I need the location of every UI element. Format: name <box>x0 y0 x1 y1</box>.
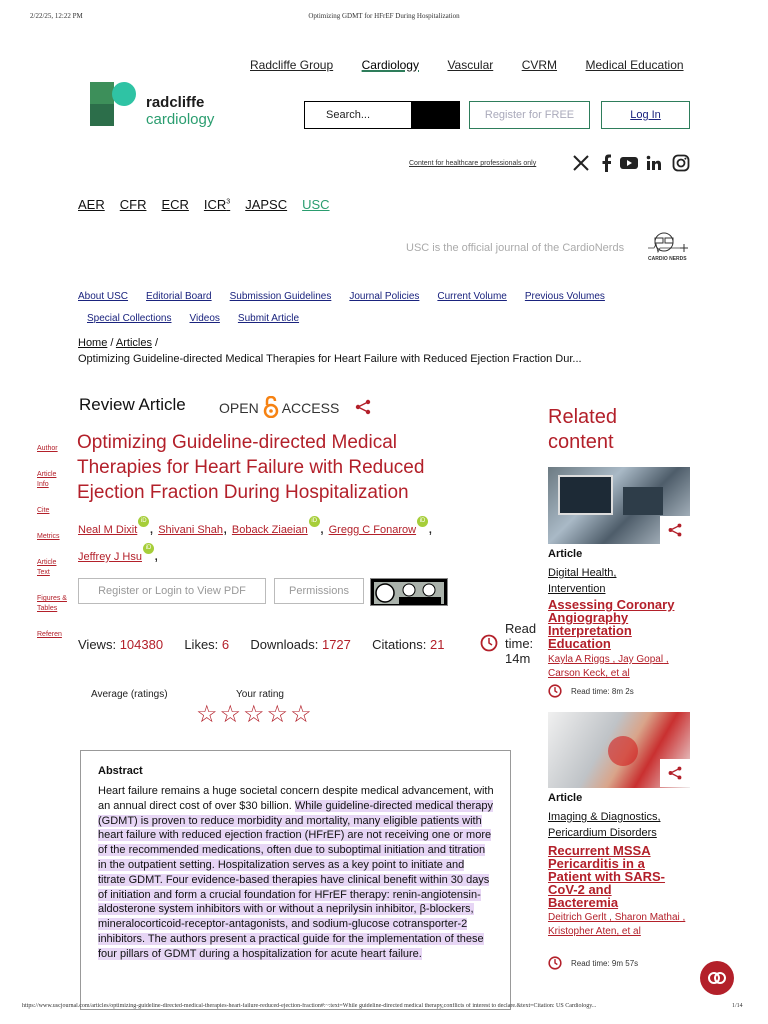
share-icon[interactable] <box>354 399 372 415</box>
subnav-submission-guidelines[interactable]: Submission Guidelines <box>229 291 332 302</box>
breadcrumb-articles[interactable]: Articles <box>115 337 152 349</box>
youtube-icon[interactable] <box>620 156 638 170</box>
nav-vascular[interactable]: Vascular <box>447 58 494 72</box>
author-link[interactable]: Boback Ziaeian <box>231 524 308 536</box>
your-rating-label: Your rating <box>236 689 284 700</box>
related-item-1-read-time: Read time: 8m 2s <box>571 687 634 696</box>
citations-count: 21 <box>429 637 445 652</box>
subnav-editorial-board[interactable]: Editorial Board <box>146 291 212 302</box>
tab-usc[interactable]: USC <box>302 197 330 212</box>
x-icon[interactable] <box>572 154 590 172</box>
cardionerds-notice: USC is the official journal of the CardioNerds <box>406 242 625 254</box>
rating-star-2[interactable]: ☆ <box>219 701 242 728</box>
monitor-shape <box>558 475 613 515</box>
author-link[interactable]: Gregg C Fonarow <box>328 524 417 536</box>
downloads-label: Downloads: <box>250 637 319 652</box>
read-time-line-2: time: <box>505 636 534 651</box>
monitor-shape <box>623 487 663 515</box>
rating-stars <box>196 700 314 729</box>
facebook-icon[interactable] <box>600 154 612 172</box>
abstract-heading: Abstract <box>98 765 143 777</box>
search-input[interactable]: Search... <box>304 101 412 129</box>
tab-icr[interactable] <box>204 197 230 212</box>
related-heading-line-2: content <box>548 431 614 453</box>
search-button[interactable] <box>412 101 460 129</box>
subnav-videos[interactable]: Videos <box>189 313 220 324</box>
sidenav-figures-tables[interactable]: Figures & Tables <box>37 595 67 612</box>
sidenav-metrics[interactable]: Metrics <box>37 533 60 540</box>
likes-count: 6 <box>221 637 230 652</box>
average-rating-label: Average (ratings) <box>91 689 168 700</box>
hcp-notice: Content for healthcare professionals only <box>409 160 537 167</box>
subnav-current-volume[interactable]: Current Volume <box>437 291 507 302</box>
tab-icr-sup: 3 <box>226 198 231 206</box>
related-heading-line-1: Related <box>548 406 617 428</box>
orcid-icon[interactable]: iD <box>309 516 320 527</box>
tab-aer[interactable]: AER <box>78 197 105 212</box>
read-time-value: 14m <box>505 651 531 666</box>
abstract-text <box>98 784 494 962</box>
related-item-2-image[interactable] <box>548 712 690 788</box>
cc-badge-text <box>371 579 375 580</box>
related-item-2-authors: Deitrich Gerlt , Sharon Mathai , Kristopher Aten, et al <box>548 912 686 937</box>
orcid-icon[interactable]: iD <box>143 543 154 554</box>
read-time <box>505 621 536 666</box>
print-footer-url: https://www.uscjournal.com/articles/optimizing-guideline-directed-medical-therapies-heart-failure-reduced-ejection-fraction#:~:text=While guideline-directed medical therapy,conflicts of interest to declare.&text=Citation: US Cardiology... <box>22 1003 597 1009</box>
views-count: 104380 <box>119 637 164 652</box>
article-title: Optimizing Guideline-directed Medical Therapies for Heart Failure with Reduced Ejection Fraction During Hospitalization <box>77 432 425 503</box>
print-page-number: 1/14 <box>732 1003 743 1009</box>
sidenav-cite[interactable]: Cite <box>37 507 50 514</box>
logo-mark-bottom <box>90 104 114 126</box>
tab-ecr[interactable]: ECR <box>161 197 189 212</box>
article-stats <box>78 637 444 652</box>
permissions-button[interactable]: Permissions <box>274 578 364 604</box>
sidenav-article-text[interactable]: Article Text <box>37 559 57 576</box>
subnav-about-usc[interactable]: About USC <box>78 291 129 302</box>
breadcrumb-current: Optimizing Guideline-directed Medical Therapies for Heart Failure with Reduced Ejection Fraction Dur... <box>78 353 582 365</box>
abstract-plain-text: Heart failure remains a huge societal concern despite medical advancement, with an annual direct cost of over $30 billion. <box>98 785 494 812</box>
tab-icr-label: ICR <box>203 197 227 212</box>
print-datetime: 2/22/25, 12:22 PM <box>30 12 83 20</box>
views-label: Views: <box>78 637 117 652</box>
read-time-line-1: Read <box>505 621 537 636</box>
register-button[interactable]: Register for FREE <box>469 101 590 129</box>
related-item-2-share[interactable] <box>660 759 690 787</box>
social-icons <box>572 152 692 174</box>
top-nav <box>250 56 684 74</box>
nav-medical-education[interactable]: Medical Education <box>585 58 684 72</box>
author-list: Neal M DixitiD , Shivani Shah, Boback ZiaeianiD , Gregg C FonarowiD , Jeffrey J HsuiD , <box>78 518 433 564</box>
journal-tabs <box>78 196 345 214</box>
cc-by-nc-icon <box>374 582 444 604</box>
orcid-icon[interactable]: iD <box>417 516 428 527</box>
related-item-1-tags <box>548 565 698 597</box>
privacy-icon <box>708 971 726 985</box>
rating-star-5[interactable]: ☆ <box>290 701 312 728</box>
rating-star-4[interactable]: ☆ <box>266 701 289 728</box>
tab-cfr[interactable]: CFR <box>119 197 147 212</box>
related-tag[interactable]: Imaging & Diagnostics, <box>548 811 661 823</box>
sidenav-author[interactable]: Author <box>37 445 58 452</box>
related-content <box>548 405 698 455</box>
related-author-link[interactable]: Kayla A Riggs <box>548 654 610 665</box>
logo-text-radcliffe: radcliffe <box>146 94 205 111</box>
subnav-previous-volumes[interactable]: Previous Volumes <box>524 291 605 302</box>
logo-mark-circle <box>112 82 136 106</box>
related-author-link[interactable]: Sharon Mathai <box>614 912 680 923</box>
related-tag[interactable]: Intervention <box>548 583 606 595</box>
breadcrumb-sep: / <box>155 337 159 349</box>
orcid-icon[interactable]: iD <box>138 516 149 527</box>
rating-star-1[interactable]: ☆ <box>196 701 218 728</box>
heart-glow-shape <box>608 736 638 766</box>
related-item-2-title[interactable]: Recurrent MSSA Pericarditis in a Patient with SARS-CoV-2 and Bacteremia <box>548 843 666 910</box>
author-link[interactable]: Shivani Shah <box>158 524 224 536</box>
citations-label: Citations: <box>372 637 427 652</box>
open-access-badge <box>219 396 339 418</box>
likes-label: Likes: <box>184 637 219 652</box>
instagram-icon[interactable] <box>672 154 690 172</box>
nav-radcliffe-group[interactable]: Radcliffe Group <box>250 58 334 72</box>
related-author-link[interactable]: Carson Keck <box>548 668 606 679</box>
sub-nav-row-1 <box>78 286 623 304</box>
related-item-2-read-time: Read time: 9m 57s <box>571 959 639 968</box>
nav-cardiology[interactable]: Cardiology <box>361 58 419 72</box>
related-author-link[interactable]: Kristopher Aten <box>548 926 617 937</box>
tab-japsc[interactable]: JAPSC <box>245 197 288 212</box>
related-author-link[interactable]: Deitrich Gerlt <box>548 912 607 923</box>
open-access-label-1: OPEN <box>219 400 259 416</box>
subnav-special-collections[interactable]: Special Collections <box>87 313 172 324</box>
related-etal: , et al <box>616 926 641 937</box>
open-access-lock-icon <box>263 396 279 418</box>
sub-nav-row-2 <box>87 308 317 326</box>
subnav-journal-policies[interactable]: Journal Policies <box>349 291 420 302</box>
sidenav-references[interactable]: Referen <box>37 631 62 638</box>
related-author-link[interactable]: Jay Gopal <box>618 654 664 665</box>
breadcrumb-sep: / <box>110 337 114 349</box>
related-etal: , et al <box>605 668 630 679</box>
related-item-1-label: Article <box>548 548 583 560</box>
cardionerds-mascot-icon <box>644 228 690 268</box>
clock-icon <box>548 956 562 970</box>
register-view-pdf-button[interactable]: Register or Login to View PDF <box>78 578 266 604</box>
subnav-submit-article[interactable]: Submit Article <box>237 313 300 324</box>
cardionerds-logo-text: CARDIO NERDS <box>648 256 687 262</box>
related-item-1-authors: Kayla A Riggs , Jay Gopal , Carson Keck, et al <box>548 654 669 679</box>
related-item-1-share[interactable] <box>660 516 690 544</box>
nav-cvrm[interactable]: CVRM <box>521 58 558 72</box>
login-button[interactable]: Log In <box>601 101 690 129</box>
related-heading <box>548 405 698 455</box>
share-icon <box>667 765 683 781</box>
side-nav <box>37 444 67 640</box>
abstract-box <box>80 750 511 1010</box>
logo-mark-top <box>90 82 114 104</box>
related-item-1-image[interactable] <box>548 467 690 544</box>
article-type: Review Article <box>79 395 186 414</box>
breadcrumb-home[interactable]: Home <box>78 337 108 349</box>
breadcrumb <box>78 337 158 349</box>
related-item-2-label: Article <box>548 792 583 804</box>
downloads-count: 1727 <box>321 637 351 652</box>
rating-star-3[interactable]: ☆ <box>243 701 265 728</box>
related-item-2-tags <box>548 809 698 841</box>
open-access-label-2: ACCESS <box>281 400 340 416</box>
share-icon <box>667 522 683 538</box>
related-tag[interactable]: Pericardium Disorders <box>548 827 657 839</box>
cc-license-badge[interactable] <box>370 578 448 606</box>
author-link[interactable]: Neal M Dixit <box>78 524 138 536</box>
site-logo[interactable] <box>90 82 230 128</box>
related-item-1-title[interactable]: Assessing Coronary Angiography Interpretation Education <box>548 597 675 651</box>
sidenav-article-info[interactable]: Article Info <box>37 471 57 488</box>
print-doc-title: Optimizing GDMT for HFrEF During Hospitalization <box>308 12 460 20</box>
logo-text-cardiology: cardiology <box>146 111 215 128</box>
cardionerds-logo[interactable] <box>644 228 690 268</box>
abstract-highlighted-text: While guideline-directed medical therapy (GDMT) is proven to reduce morbidity and mortality, many eligible patients with heart failure with reduced ejection fraction (HFrEF) are not receiving one or more of the recommended medications, often due to suboptimal initiation and titration in the outpatient setting. Hospitalization serves as a key point to initiate and titrate GDMT. Four evidence-based therapies have clinical benefit within 30 days of initiation and form a crucial foundation for HFrEF therapy: renin-angiotensin-aldosterone system inhibitors with or without a neprilysin inhibitor, β-blockers, mineralocorticoid-receptor-antagonists, and sodium-glucose cotransporter-2 inhibitors. The authors present a practical guide for the implementation of these four pillars of GDMT during a hospitalization for acute heart failure. <box>98 799 494 960</box>
linkedin-icon[interactable] <box>646 155 662 171</box>
clock-icon <box>480 634 498 652</box>
floating-privacy-button[interactable] <box>700 961 734 995</box>
author-link[interactable]: Jeffrey J Hsu <box>78 551 142 563</box>
related-tag[interactable]: Digital Health, <box>548 567 617 579</box>
clock-icon <box>548 684 562 698</box>
